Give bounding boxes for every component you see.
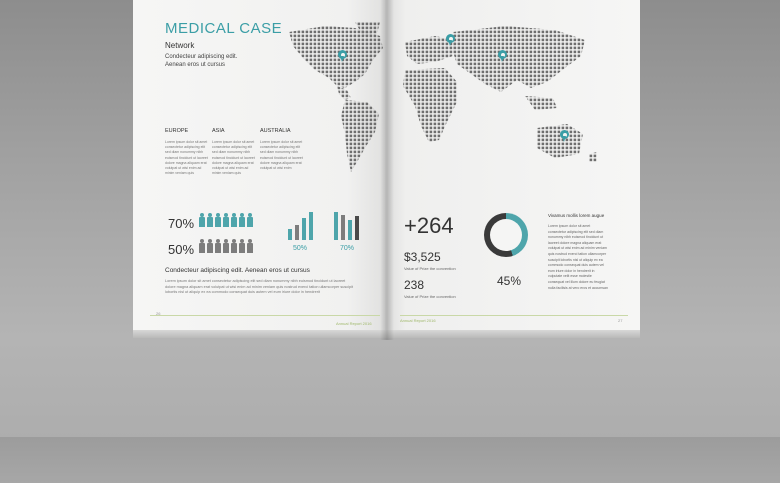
intro-line-2: Aenean eros ut cursus bbox=[165, 62, 226, 68]
map-pin-icon bbox=[560, 130, 569, 142]
side-text: Lorem ipsum dolor sit amet consectetur adipiscing elit sed diam nonummy nibh euismod tincidunt ut laoreet dolore magna aliquam erat volutpat ut wisi enim ad minim veniam quis nostrud exerci tation ullamcorper suscipit lobortis nisl ut aliquip ex ea commodo consequat duis autem vel eum iriure dolor in hendrerit in vulputate velit esse molestie consequat vel illum dolore eu feugiat nulla facilisis at vero eros et accumsan bbox=[548, 224, 608, 290]
stat-2-caption: Value of Prize the convention bbox=[404, 294, 456, 299]
region-heading-europe: EUROPE bbox=[165, 128, 189, 134]
page-subtitle: Network bbox=[165, 41, 195, 50]
map-pin-icon bbox=[498, 50, 507, 62]
map-pin-icon bbox=[338, 50, 347, 62]
bar-mark bbox=[348, 220, 352, 240]
person-icon bbox=[215, 239, 221, 253]
region-heading-asia: ASIA bbox=[212, 128, 225, 134]
bar-chart-1 bbox=[288, 212, 318, 240]
bar-mark bbox=[355, 216, 359, 240]
region-text-europe: Lorem ipsum dolor sit amet consectetur adipiscing elit sed diam nonummy nibh euismod tincidunt ut laoreet dolore magna aliquam erat volutpat ut wisi enim ad minim veniam quis bbox=[165, 140, 208, 176]
person-icon bbox=[199, 239, 205, 253]
bar-mark bbox=[288, 229, 292, 240]
person-icon bbox=[231, 213, 237, 227]
person-icon bbox=[239, 213, 245, 227]
region-text-asia: Lorem ipsum dolor sit amet consectetur adipiscing elit sed diam nonummy nibh euismod tincidunt ut laoreet dolore magna aliquam erat volutpat ut wisi enim ad minim veniam quis bbox=[212, 140, 255, 176]
page-number-right: 27 bbox=[618, 318, 623, 323]
percentage-bottom: 50% bbox=[168, 242, 195, 257]
person-icon bbox=[231, 239, 237, 253]
person-icon bbox=[223, 213, 229, 227]
stat-1: $3,525 bbox=[404, 250, 441, 264]
bar-mark bbox=[309, 212, 313, 240]
page-number-left: 26 bbox=[156, 311, 161, 316]
map-pin-icon bbox=[446, 34, 455, 46]
stat-2: 238 bbox=[404, 278, 425, 292]
footer-left: Annual Report 2016 bbox=[336, 321, 372, 326]
bar-chart-1-label: 50% bbox=[293, 245, 308, 252]
section-heading: Condecteur adipiscing edit. Aenean eros ut cursus bbox=[165, 267, 310, 274]
person-icon bbox=[239, 239, 245, 253]
person-icon bbox=[215, 213, 221, 227]
footer-rule-left bbox=[150, 315, 380, 316]
person-icon bbox=[247, 213, 253, 227]
stat-1-caption: Value of Prize the convention bbox=[404, 266, 456, 271]
bar-chart-2-label: 70% bbox=[340, 245, 355, 252]
bar-chart-2 bbox=[334, 212, 364, 240]
section-text: Lorem ipsum dolor sit amet consectetur adipiscing elit sed diam nonummy nibh euismod tincidunt ut laoreet dolore magna aliquam erat volutpat ut wisi enim ad minim veniam quis nostrud exerci tation ullamcorper suscipit lobortis nisl ut aliquip ex ea commodo consequat duis autem vel eum iriure dolor in hendrerit bbox=[165, 279, 354, 295]
person-icon bbox=[223, 239, 229, 253]
footer-rule-right bbox=[400, 315, 628, 316]
big-number: +264 bbox=[404, 213, 454, 238]
bar-mark bbox=[295, 225, 299, 240]
region-heading-australia: AUSTRALIA bbox=[260, 128, 291, 134]
donut-percentage: 45% bbox=[497, 274, 522, 288]
side-heading: Vivamus mollis lorem augue bbox=[548, 213, 605, 218]
person-icon bbox=[207, 213, 213, 227]
intro-line-1: Condecteur adipiscing edit. bbox=[165, 54, 238, 60]
bar-mark bbox=[341, 215, 345, 240]
person-icon bbox=[207, 239, 213, 253]
region-text-australia: Lorem ipsum dolor sit amet consectetur adipiscing elit sed diam nonummy nibh euismod tincidunt ut laoreet dolore magna aliquam erat volutpat ut wisi enim bbox=[260, 140, 303, 171]
footer-right: Annual Report 2016 bbox=[400, 318, 436, 323]
page-title: MEDICAL CASE bbox=[165, 20, 283, 37]
world-map bbox=[285, 22, 615, 182]
person-icon bbox=[199, 213, 205, 227]
bar-mark bbox=[302, 218, 306, 240]
bar-mark bbox=[334, 212, 338, 240]
donut-chart bbox=[484, 213, 528, 257]
person-icon bbox=[247, 239, 253, 253]
percentage-top: 70% bbox=[168, 216, 195, 231]
continent-shapes bbox=[289, 22, 597, 172]
